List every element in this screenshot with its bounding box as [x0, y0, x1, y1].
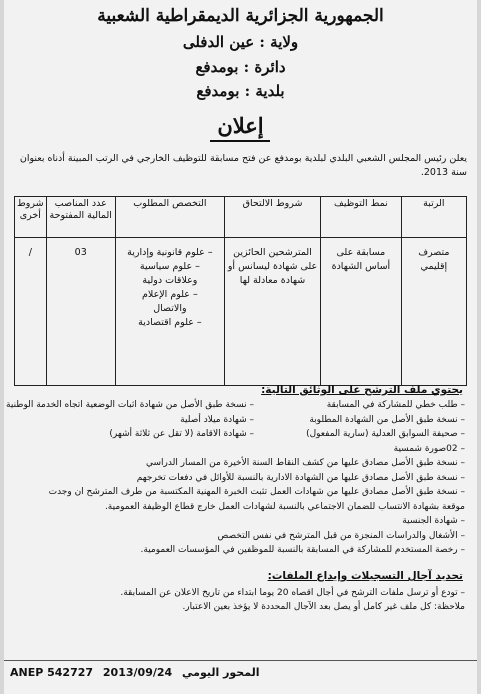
document-item: – نسخة طبق الأصل من شهادة اثبات الوضعية اتجاه الخدمة الوطنية [6, 400, 254, 410]
document-item: – شهادة الجنسية [402, 516, 465, 526]
specialty-item: – علوم اقتصادية [138, 317, 202, 328]
document-item: – رخصة المستخدم للمشاركة في المسابقة بالنسبة للموظفين في المؤسسات العمومية. [140, 545, 465, 555]
document-item: – 02صورة شمسية [393, 443, 465, 454]
announcement-page [4, 0, 477, 694]
col-conditions-header: شروط الالتحاق [224, 197, 320, 238]
specialty-item: – علوم الإعلام [142, 289, 198, 300]
footer-date: 2013/09/24 [102, 666, 173, 679]
specialty-item: وعلاقات دولية [142, 275, 198, 286]
title-underline [210, 140, 270, 142]
documents-full-list [10, 456, 465, 558]
document-item: – نسخة طبق الأصل مصادق عليها من الشهادة الادارية بالنسبة للأوائل في دفعات تخرجهم [136, 472, 465, 483]
other-cell: / [15, 238, 47, 386]
footer-newspaper: المحور اليومي [182, 666, 260, 679]
documents-right-column [225, 398, 465, 456]
document-item: – الأشغال والدراسات المنجزة من قبل المترشح في نفس التخصص [217, 530, 465, 541]
col-other-header: شروط أخرى [15, 197, 47, 238]
positions-cell: 03 [46, 238, 115, 386]
documents-left-column [6, 398, 254, 442]
col-rank-header: الرتبة [401, 197, 466, 238]
specialty-item: – علوم قانونية وإدارية [127, 247, 213, 258]
footer-divider [4, 660, 477, 661]
republic-header: الجمهورية الجزائرية الديمقراطية الشعبية [97, 6, 384, 26]
deposit-note: ملاحظة: كل ملف غير كامل أو يصل بعد الآجال المحددة لا يؤخذ بعين الاعتبار. [182, 602, 465, 612]
conditions-cell: المترشحين الحائزين على شهادة ليسانس أو شهادة معادلة لها [224, 238, 320, 386]
documents-title: يحتوي ملف الترشح على الوثائق التالية: [261, 384, 463, 396]
mode-cell: مسابقة على أساس الشهادة [321, 238, 402, 386]
document-item: موقعة بشهادة الانتساب للضمان الاجتماعي بالنسبة لشهادات العمل خارج قطاع الوظيفة العمومية. [104, 501, 465, 512]
jobs-table [14, 196, 467, 386]
table-row [15, 238, 467, 386]
deposit-section [10, 586, 465, 614]
document-item: – نسخة طبق الأصل مصادق عليها من كشف النقاط السنة الأخيرة من المسار الدراسي [145, 458, 465, 468]
footer-ref: ANEP 542727 [10, 666, 94, 679]
document-item: – شهادة الاقامة (لا تقل عن ثلاثة أشهر) [109, 429, 254, 439]
document-item: – شهادة ميلاد أصلية [180, 414, 254, 425]
col-mode-header: نمط التوظيف [321, 197, 402, 238]
col-specialty-header: التخصص المطلوب [115, 197, 224, 238]
document-item: – طلب خطي للمشاركة في المسابقة [326, 400, 465, 410]
deposit-line: – تودع أو ترسل ملفات الترشح في أجال اقصاه 20 يوما ابتداء من تاريخ الاعلان عن المسابقة. [120, 588, 465, 598]
specialty-item: والاتصال [153, 303, 187, 314]
footer [10, 666, 266, 679]
daira-header: دائرة : بومدفع [195, 58, 286, 76]
announcement-title: إعلان [217, 113, 264, 138]
specialty-cell [115, 238, 224, 386]
rank-cell: متصرف إقليمي [401, 238, 466, 386]
wilaya-header: ولاية : عين الدفلى [182, 33, 299, 51]
intro-paragraph: يعلن رئيس المجلس الشعبي البلدي لبلدية بومدفع عن فتح مسابقة للتوظيف الخارجي في الرتب المبينة أدناه بعنوان سنة 2013. [19, 153, 467, 178]
document-item: – صحيفة السوابق العدلية (سارية المفعول) [306, 429, 465, 439]
deposit-title: تحديد آجال التسجيلات وإيداع الملفات: [267, 570, 463, 582]
commune-header: بلدية : بومدفع [196, 82, 285, 100]
table-header-row [15, 197, 467, 238]
col-positions-header: عدد المناصب المالية المفتوحة [46, 197, 115, 238]
specialty-item: – علوم سياسية [139, 261, 200, 272]
document-item: – نسخة طبق الأصل مصادق عليها من شهادات العمل تثبت الخبرة المهنية المكتسبة من طرف المترشح ان وجدت [48, 487, 465, 497]
document-item: – نسخة طبق الأصل من الشهادة المطلوبة [309, 414, 465, 425]
